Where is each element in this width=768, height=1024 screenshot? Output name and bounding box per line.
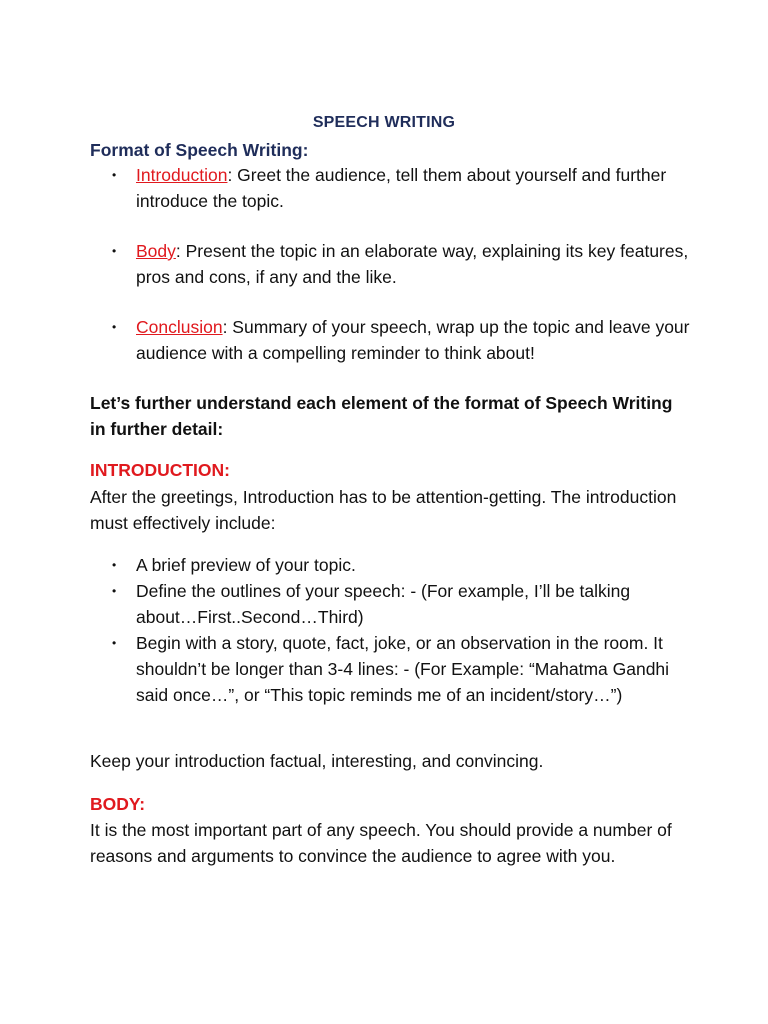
bullet-icon: • <box>112 558 117 572</box>
introduction-bullets <box>90 552 690 708</box>
bullet-icon: • <box>112 584 117 598</box>
format-heading: Format of Speech Writing: <box>90 140 309 160</box>
introduction-paragraph: After the greetings, Introduction has to be attention-getting. The introduction must effectively include: <box>90 487 677 533</box>
format-term-introduction: Introduction <box>136 165 228 185</box>
list-item <box>90 578 690 630</box>
bullet-icon: • <box>112 244 117 258</box>
format-term-conclusion: Conclusion <box>136 317 223 337</box>
introduction-heading: INTRODUCTION: <box>90 460 230 480</box>
format-item-introduction <box>90 162 690 214</box>
list-item <box>90 552 690 578</box>
format-list <box>90 238 690 290</box>
introduction-closing: Keep your introduction factual, interesting, and convincing. <box>90 751 544 771</box>
format-item-body <box>90 238 690 290</box>
format-desc-conclusion: : Summary of your speech, wrap up the topic and leave your audience with a compelling reminder to think about! <box>136 317 690 363</box>
list-item-text: A brief preview of your topic. <box>136 555 356 575</box>
format-term-body: Body <box>136 241 176 261</box>
list-item-text: Begin with a story, quote, fact, joke, or an observation in the room. It shouldn’t be longer than 3-4 lines: - (For Example: “Mahatma Gandhi said once…”, or “This topic reminds me of an incident/story…”) <box>136 633 670 705</box>
document-title: SPEECH WRITING <box>312 114 456 131</box>
format-list <box>90 314 690 366</box>
list-item-text: Define the outlines of your speech: - (For example, I’ll be talking about…First..Second…Third) <box>136 581 631 627</box>
bullet-icon: • <box>112 320 117 334</box>
format-item-conclusion <box>90 314 690 366</box>
list-item <box>90 630 690 708</box>
body-heading: BODY: <box>90 794 146 814</box>
format-desc-body: : Present the topic in an elaborate way, explaining its key features, pros and cons, if any and the like. <box>136 241 689 287</box>
bullet-icon: • <box>112 636 117 650</box>
format-desc-introduction: : Greet the audience, tell them about yourself and further introduce the topic. <box>136 165 667 211</box>
body-paragraph: It is the most important part of any speech. You should provide a number of reasons and arguments to convince the audience to agree with you. <box>90 820 672 866</box>
further-heading: Let’s further understand each element of the format of Speech Writing in further detail: <box>90 393 673 439</box>
bullet-icon: • <box>112 168 117 182</box>
format-list <box>90 162 690 214</box>
